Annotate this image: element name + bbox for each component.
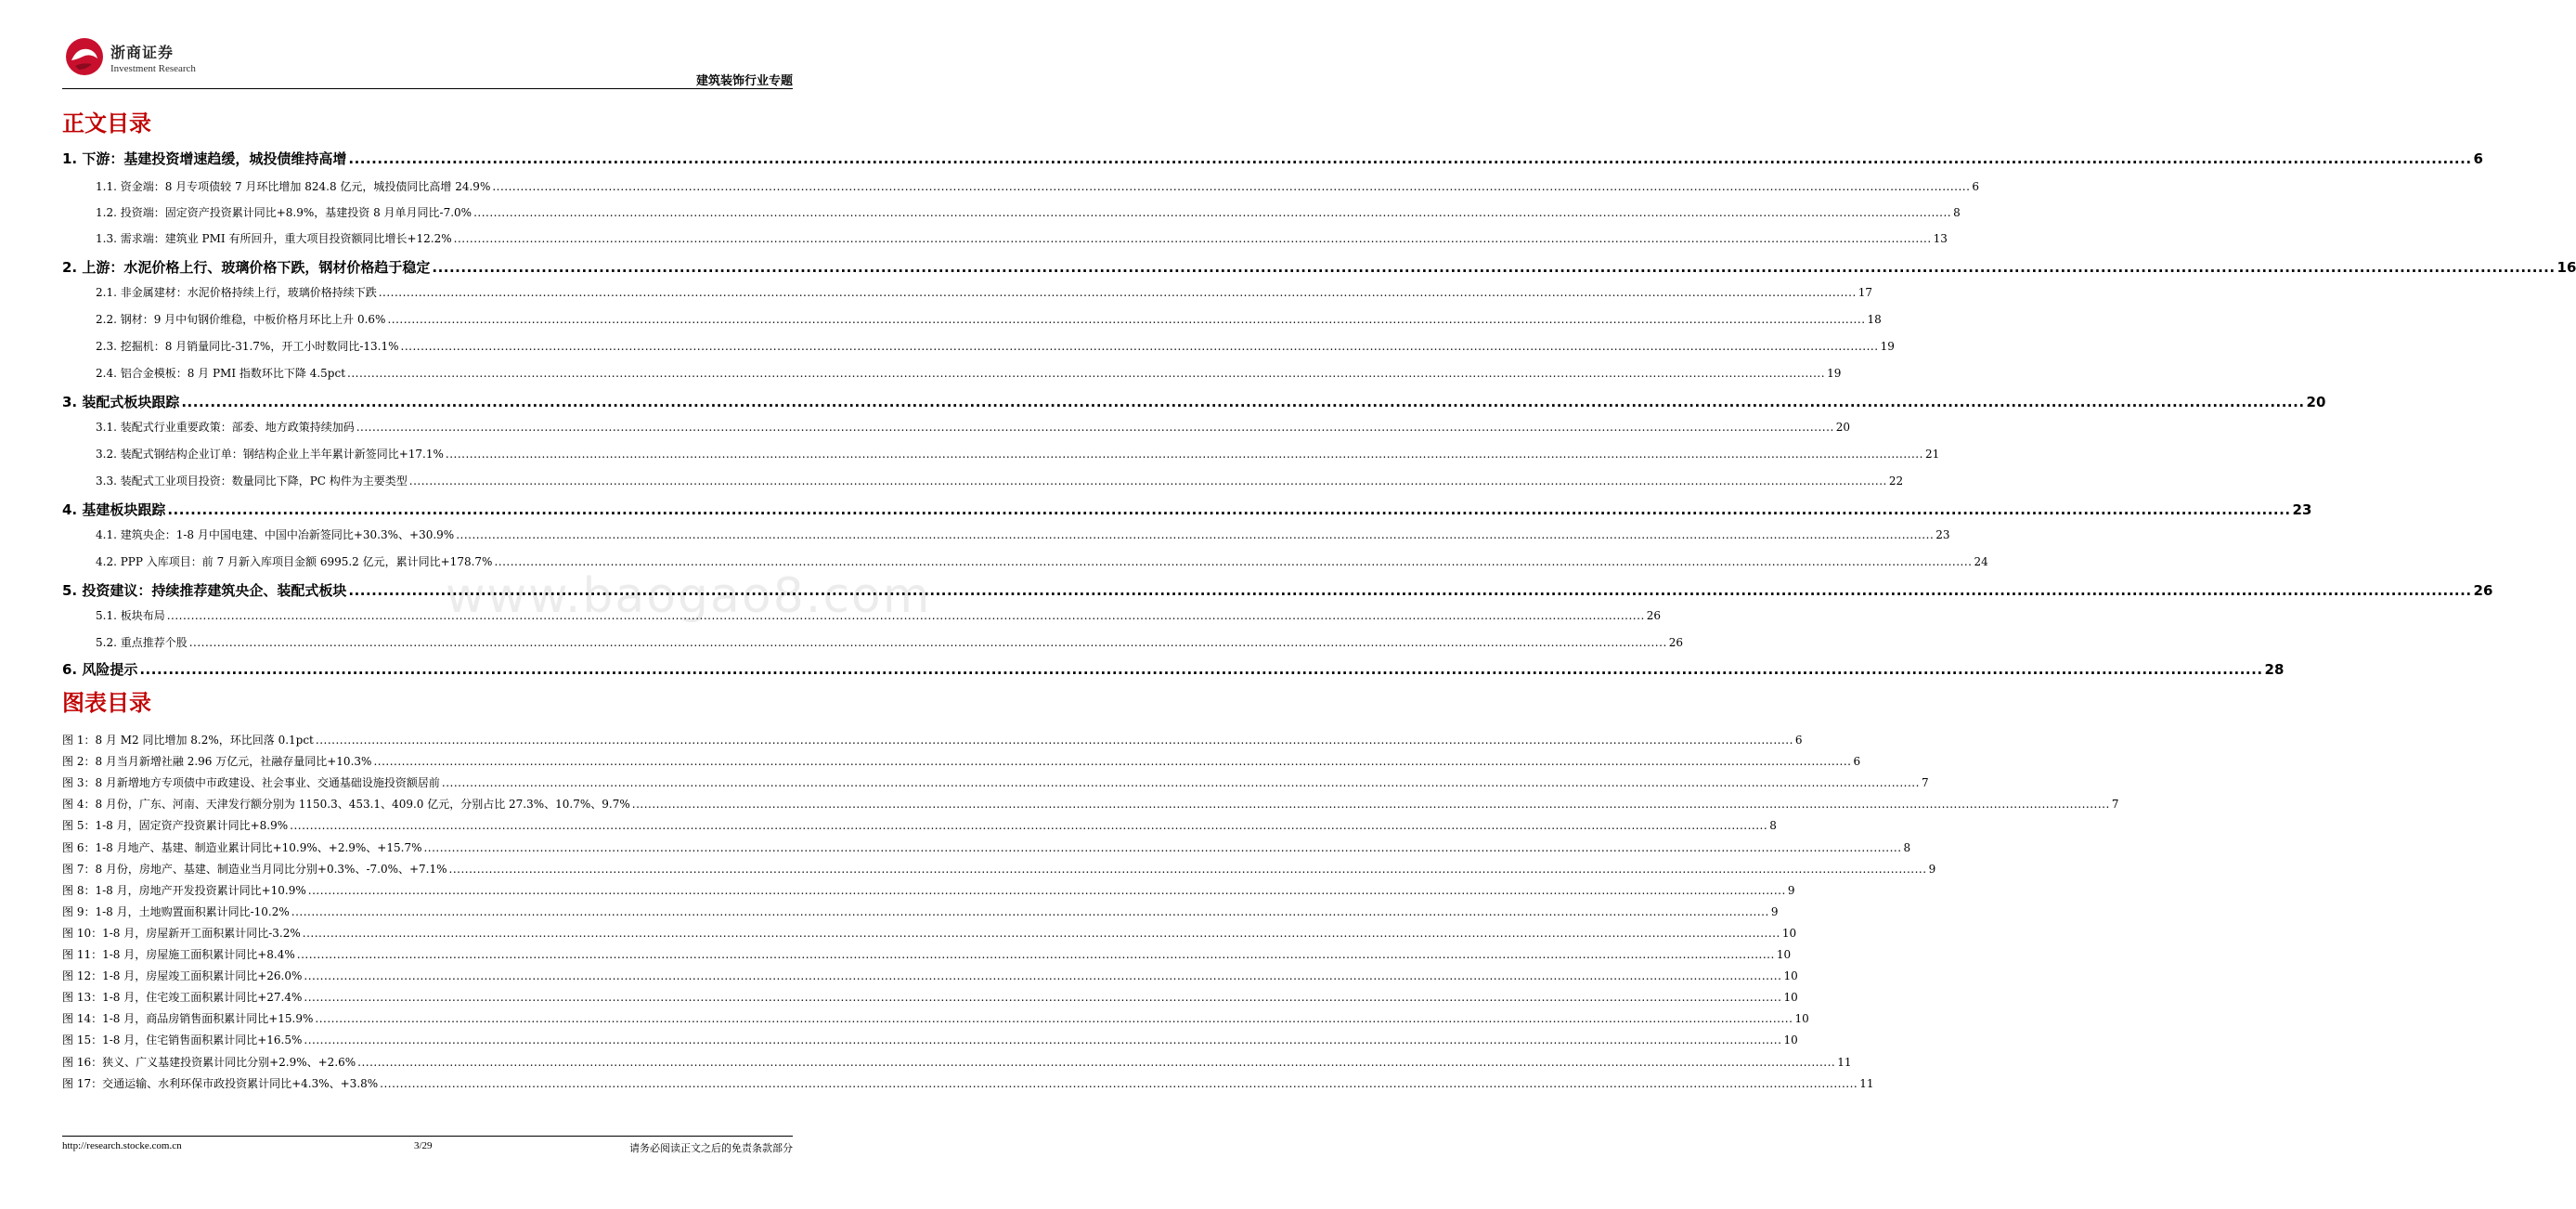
figure-entry-page: 10 <box>1783 1034 1798 1047</box>
figure-entry[interactable] <box>62 1075 1874 1091</box>
figure-entry-label: 图 12：1-8 月，房屋竣工面积累计同比+26.0% <box>62 969 303 983</box>
figure-entry-page: 8 <box>1769 819 1777 833</box>
toc-entry-label: 2.2. 钢材：9 月中旬钢价维稳，中板价格月环比上升 0.6% <box>96 313 386 326</box>
dot-leader <box>494 555 1972 568</box>
figure-entry-label: 图 9：1-8 月，土地购置面积累计同比-10.2% <box>62 904 290 918</box>
figure-entry-label: 图 8：1-8 月，房地产开发投资累计同比+10.9% <box>62 883 306 897</box>
dot-leader <box>379 286 1857 299</box>
toc-entry-label: 1.1. 资金端：8 月专项债较 7 月环比增加 824.8 亿元，城投债同比高增 24.9% <box>96 180 491 193</box>
toc-section-entry[interactable] <box>96 526 1950 542</box>
figure-entry-label: 图 1：8 月 M2 同比增加 8.2%，环比回落 0.1pct <box>62 734 314 747</box>
toc-entry-label: 1.2. 投资端：固定资产投资累计同比+8.9%，基建投资 8 月单月同比-7.0% <box>96 206 472 219</box>
figure-entry-page: 10 <box>1783 969 1798 983</box>
dot-leader <box>304 969 1781 982</box>
dot-leader <box>423 841 1901 854</box>
figure-entry-label: 图 10：1-8 月，房屋新开工面积累计同比-3.2% <box>62 926 301 940</box>
toc-entry-page: 28 <box>2264 661 2285 678</box>
toc-entry-label: 5.2. 重点推荐个股 <box>96 636 188 649</box>
footer-divider <box>62 1136 793 1137</box>
dot-leader <box>291 905 1769 918</box>
toc-entry-label: 4.2. PPP 入库项目：前 7 月新入库项目金额 6995.2 亿元，累计同比+178.7% <box>96 555 493 568</box>
toc-entry-label: 5.1. 板块布局 <box>96 609 165 622</box>
toc-entry-label: 2. 上游：水泥价格上行、玻璃价格下跌，钢材价格趋于稳定 <box>62 259 431 276</box>
figure-entry-label: 图 15：1-8 月，住宅销售面积累计同比+16.5% <box>62 1034 303 1047</box>
figures-title: 图表目录 <box>62 690 151 716</box>
figure-entry-page: 7 <box>1921 776 1929 790</box>
toc-entry-label: 4.1. 建筑央企：1-8 月中国电建、中国中冶新签同比+30.3%、+30.9% <box>96 528 455 541</box>
toc-entry-page: 19 <box>1827 367 1842 380</box>
figure-entry[interactable] <box>62 796 2119 812</box>
toc-entry-label: 1.3. 需求端：建筑业 PMI 有所回升，重大项目投资额同比增长+12.2% <box>96 232 452 245</box>
toc-entry-page: 26 <box>1646 609 1662 622</box>
dot-leader <box>303 927 1780 940</box>
figure-entry[interactable] <box>62 774 1929 790</box>
toc-section-entry[interactable] <box>96 178 1980 194</box>
toc-entry-label: 2.3. 挖掘机：8 月销量同比-31.7%，开工小时数同比-13.1% <box>96 340 399 353</box>
toc-section-entry[interactable] <box>96 284 1873 300</box>
header-divider <box>62 88 793 89</box>
figure-entry[interactable] <box>62 989 1798 1005</box>
dot-leader <box>304 1034 1781 1046</box>
toc-entry-page: 13 <box>1933 232 1948 245</box>
toc-entry-label: 2.1. 非金属建材：水泥价格持续上行，玻璃价格持续下跌 <box>96 286 377 299</box>
dot-leader <box>473 206 1951 219</box>
figure-entry[interactable] <box>62 861 1936 877</box>
footer-url[interactable]: http://research.stocke.com.cn <box>62 1140 182 1151</box>
page-number: 3/29 <box>414 1140 433 1151</box>
watermark: www.baogao8.com <box>446 568 932 624</box>
figure-entry[interactable] <box>62 753 1861 769</box>
toc-title: 正文目录 <box>62 110 151 136</box>
figure-entry-page: 11 <box>1837 1055 1852 1069</box>
figure-entry-page: 10 <box>1794 1012 1809 1026</box>
dot-leader <box>167 501 2290 518</box>
toc-section-entry[interactable] <box>96 365 1842 381</box>
toc-entry-page: 26 <box>1668 636 1684 649</box>
toc-entry-page: 23 <box>2292 501 2312 518</box>
toc-entry-page: 16 <box>2557 259 2576 276</box>
dot-leader <box>380 1077 1858 1090</box>
toc-section-entry[interactable] <box>96 311 1882 327</box>
figure-entry-label: 图 13：1-8 月，住宅竣工面积累计同比+27.4% <box>62 991 303 1005</box>
figure-entry[interactable] <box>62 817 1777 833</box>
figure-entry-page: 9 <box>1787 883 1795 897</box>
toc-entry-label: 3.1. 装配式行业重要政策：部委、地方政策持续加码 <box>96 421 355 434</box>
figure-entry-label: 图 5：1-8 月，固定资产投资累计同比+8.9% <box>62 819 289 833</box>
dot-leader <box>316 734 1793 747</box>
toc-section-entry[interactable] <box>96 338 1895 354</box>
figure-entry-label: 图 17：交通运输、水利环保市政投资累计同比+4.3%、+3.8% <box>62 1076 379 1090</box>
figure-entry-page: 11 <box>1859 1076 1874 1090</box>
toc-section-entry[interactable] <box>96 419 1851 435</box>
dot-leader <box>492 180 1970 193</box>
toc-section-entry[interactable] <box>96 473 1904 488</box>
figure-entry-page: 8 <box>1903 840 1911 854</box>
toc-entry-label: 5. 投资建议：持续推荐建筑央企、装配式板块 <box>62 582 347 599</box>
toc-entry-page: 20 <box>2306 394 2326 410</box>
toc-entry-page: 24 <box>1974 555 1988 568</box>
toc-entry-page: 23 <box>1935 528 1950 541</box>
toc-chapter-entry[interactable] <box>62 149 2483 168</box>
toc-entry-page: 21 <box>1924 448 1940 461</box>
dot-leader <box>446 448 1923 461</box>
toc-section-entry[interactable] <box>96 204 1961 220</box>
dot-leader <box>290 819 1767 832</box>
figure-entry-page: 6 <box>1794 734 1803 747</box>
toc-entry-page: 18 <box>1867 313 1882 326</box>
report-section-title: 建筑装饰行业专题 <box>695 74 793 88</box>
dot-leader <box>454 232 1932 245</box>
dot-leader <box>139 661 2262 678</box>
figure-entry-label: 图 16：狭义、广义基建投资累计同比分别+2.9%、+2.6% <box>62 1055 356 1069</box>
toc-section-entry[interactable] <box>96 230 1948 246</box>
toc-entry-page: 6 <box>1972 180 1980 193</box>
dot-leader <box>373 755 1851 768</box>
figure-entry-label: 图 3：8 月新增地方专项债中市政建设、社会事业、交通基础设施投资额居前 <box>62 776 440 790</box>
logo-en-text: Investment Research <box>110 63 196 74</box>
dot-leader <box>632 798 2110 811</box>
toc-chapter-entry[interactable] <box>62 500 2312 519</box>
dot-leader <box>308 884 1786 897</box>
toc-entry-label: 6. 风险提示 <box>62 661 138 678</box>
figure-entry-page: 10 <box>1776 948 1792 961</box>
dot-leader <box>387 313 1865 326</box>
dot-leader <box>409 474 1887 488</box>
figure-entry[interactable] <box>62 1032 1798 1047</box>
figure-entry[interactable] <box>62 946 1792 962</box>
dot-leader <box>348 150 2471 167</box>
toc-chapter-entry[interactable] <box>62 659 2285 679</box>
figure-entry-label: 图 4：8 月份，广东、河南、天津发行额分别为 1150.3、453.1、409.0 亿元，分别占比 27.3%、10.7%、9.7% <box>62 798 630 812</box>
toc-chapter-entry[interactable] <box>62 257 2576 277</box>
toc-section-entry[interactable] <box>96 634 1684 650</box>
logo-cn-text: 浙商证券 <box>110 44 175 61</box>
figure-entry-label: 图 6：1-8 月地产、基建、制造业累计同比+10.9%、+2.9%、+15.7% <box>62 840 422 854</box>
figure-entry-page: 7 <box>2111 798 2119 812</box>
zheshang-logo-icon <box>64 36 105 77</box>
page-header <box>62 33 793 91</box>
toc-entry-label: 3. 装配式板块跟踪 <box>62 394 180 410</box>
toc-chapter-entry[interactable] <box>62 392 2326 411</box>
toc-section-entry[interactable] <box>96 553 1988 569</box>
figure-entry[interactable] <box>62 968 1798 983</box>
toc-entry-page: 20 <box>1835 421 1851 434</box>
figure-entry[interactable] <box>62 1054 1852 1070</box>
toc-entry-label: 2.4. 铝合金模板：8 月 PMI 指数环比下降 4.5pct <box>96 367 346 380</box>
figure-entry[interactable] <box>62 1010 1809 1026</box>
disclaimer-note: 请务必阅读正文之后的免责条款部分 <box>629 1142 793 1154</box>
dot-leader <box>189 636 1667 649</box>
figure-entry[interactable] <box>62 732 1803 748</box>
toc-entry-page: 26 <box>2473 582 2493 599</box>
figure-entry[interactable] <box>62 882 1795 898</box>
toc-entry-page: 17 <box>1858 286 1873 299</box>
figure-entry[interactable] <box>62 925 1797 941</box>
figure-entry-page: 6 <box>1853 755 1861 769</box>
figure-entry-label: 图 14：1-8 月，商品房销售面积累计同比+15.9% <box>62 1012 314 1026</box>
figure-entry[interactable] <box>62 904 1779 919</box>
dot-leader <box>432 259 2555 276</box>
toc-entry-page: 8 <box>1953 206 1961 219</box>
dot-leader <box>297 948 1775 961</box>
toc-entry-page: 19 <box>1880 340 1895 353</box>
figure-entry-label: 图 7：8 月份，房地产、基建、制造业当月同比分别+0.3%、-7.0%、+7.1% <box>62 862 447 876</box>
dot-leader <box>315 1012 1793 1025</box>
figure-entry[interactable] <box>62 839 1911 855</box>
figure-entry-page: 9 <box>1770 904 1779 918</box>
dot-leader <box>357 1056 1835 1069</box>
dot-leader <box>442 776 1920 789</box>
figure-entry-page: 9 <box>1928 862 1936 876</box>
figure-entry-page: 10 <box>1781 926 1797 940</box>
dot-leader <box>347 367 1825 380</box>
dot-leader <box>356 421 1834 434</box>
toc-section-entry[interactable] <box>96 446 1940 462</box>
dot-leader <box>449 863 1927 876</box>
dot-leader <box>456 528 1934 541</box>
dot-leader <box>401 340 1879 353</box>
dot-leader <box>181 394 2304 410</box>
figure-entry-label: 图 11：1-8 月，房屋施工面积累计同比+8.4% <box>62 948 295 961</box>
toc-entry-page: 6 <box>2473 150 2483 167</box>
toc-entry-label: 4. 基建板块跟踪 <box>62 501 166 518</box>
dot-leader <box>304 991 1781 1004</box>
toc-entry-label: 3.3. 装配式工业项目投资：数量同比下降，PC 构件为主要类型 <box>96 474 408 488</box>
figure-entry-page: 10 <box>1783 991 1798 1005</box>
figure-entry-label: 图 2：8 月当月新增社融 2.96 万亿元，社融存量同比+10.3% <box>62 755 372 769</box>
toc-entry-label: 1. 下游：基建投资增速趋缓，城投债维持高增 <box>62 150 347 167</box>
toc-entry-page: 22 <box>1888 474 1904 488</box>
toc-entry-label: 3.2. 装配式钢结构企业订单：钢结构企业上半年累计新签同比+17.1% <box>96 448 444 461</box>
